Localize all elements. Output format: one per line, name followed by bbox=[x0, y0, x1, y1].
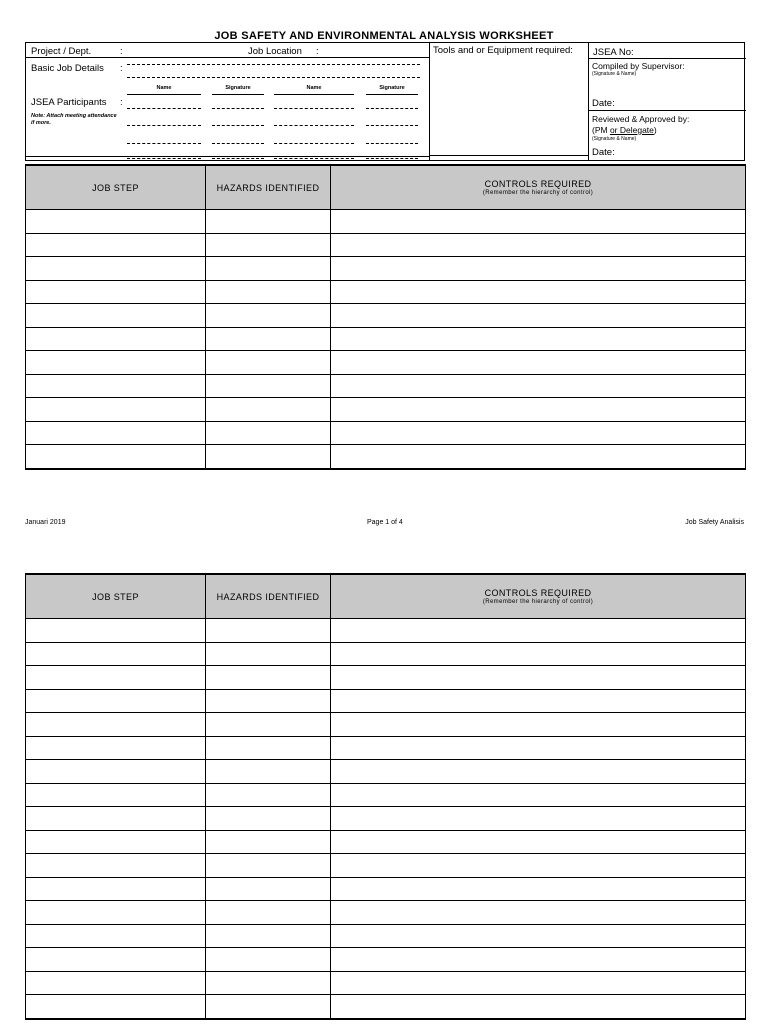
job-step-cell[interactable] bbox=[26, 971, 206, 995]
reviewed-pm bbox=[592, 125, 657, 135]
hazards-cell[interactable] bbox=[206, 783, 331, 807]
controls-cell[interactable] bbox=[331, 619, 746, 643]
divider bbox=[588, 43, 589, 160]
participant-name-field[interactable] bbox=[274, 125, 354, 126]
job-step-cell[interactable] bbox=[26, 689, 206, 713]
table-row bbox=[26, 901, 746, 925]
job-step-cell[interactable] bbox=[26, 995, 206, 1019]
colon: : bbox=[120, 97, 123, 108]
table-row bbox=[26, 280, 746, 304]
hazards-cell[interactable] bbox=[206, 619, 331, 643]
analysis-table bbox=[25, 164, 746, 470]
jsea-no-label: JSEA No: bbox=[593, 47, 634, 58]
colon: : bbox=[120, 63, 123, 74]
hazards-cell[interactable] bbox=[206, 421, 331, 445]
participant-signature-field[interactable] bbox=[212, 158, 264, 159]
hazards-cell[interactable] bbox=[206, 995, 331, 1019]
job-step-cell[interactable] bbox=[26, 327, 206, 351]
col-hazards: HAZARDS IDENTIFIED bbox=[206, 165, 331, 210]
divider bbox=[588, 58, 746, 59]
project-label: Project / Dept. bbox=[31, 46, 92, 57]
job-step-cell[interactable] bbox=[26, 948, 206, 972]
table-row bbox=[26, 689, 746, 713]
job-step-cell[interactable] bbox=[26, 351, 206, 375]
divider bbox=[588, 110, 746, 111]
controls-sub: (Remember the hierarchy of control) bbox=[482, 190, 594, 196]
participant-name-field[interactable] bbox=[274, 143, 354, 144]
job-step-cell[interactable] bbox=[26, 210, 206, 234]
hazards-cell[interactable] bbox=[206, 689, 331, 713]
controls-cell[interactable] bbox=[331, 642, 746, 666]
participant-name-field[interactable] bbox=[127, 125, 201, 126]
job-step-cell[interactable] bbox=[26, 713, 206, 737]
job-step-cell[interactable] bbox=[26, 233, 206, 257]
hazards-cell[interactable] bbox=[206, 642, 331, 666]
controls-cell[interactable] bbox=[331, 374, 746, 398]
controls-cell[interactable] bbox=[331, 995, 746, 1019]
job-step-cell[interactable] bbox=[26, 642, 206, 666]
controls-cell[interactable] bbox=[331, 971, 746, 995]
controls-cell[interactable] bbox=[331, 760, 746, 784]
controls-cell[interactable] bbox=[331, 783, 746, 807]
divider bbox=[26, 156, 429, 157]
table-row bbox=[26, 995, 746, 1019]
underline bbox=[212, 94, 264, 95]
hazards-cell[interactable] bbox=[206, 233, 331, 257]
hazards-cell[interactable] bbox=[206, 280, 331, 304]
job-step-cell[interactable] bbox=[26, 374, 206, 398]
table-row bbox=[26, 924, 746, 948]
table-row bbox=[26, 713, 746, 737]
table-row bbox=[26, 783, 746, 807]
participant-name-field[interactable] bbox=[274, 108, 354, 109]
job-step-cell[interactable] bbox=[26, 304, 206, 328]
table-row bbox=[26, 830, 746, 854]
participant-signature-field[interactable] bbox=[212, 125, 264, 126]
col-job-step: JOB STEP bbox=[26, 574, 206, 619]
underline bbox=[127, 94, 201, 95]
job-step-cell[interactable] bbox=[26, 830, 206, 854]
participant-signature-field[interactable] bbox=[212, 143, 264, 144]
participant-name-field[interactable] bbox=[127, 108, 201, 109]
compiled-sub: (Signature & Name) bbox=[592, 71, 637, 77]
participant-name-field[interactable] bbox=[274, 158, 354, 159]
page-title: JOB SAFETY AND ENVIRONMENTAL ANALYSIS WORKSHEET bbox=[214, 30, 554, 42]
hazards-cell[interactable] bbox=[206, 445, 331, 469]
col-name: Name bbox=[306, 85, 322, 91]
table-row bbox=[26, 233, 746, 257]
job-step-cell[interactable] bbox=[26, 445, 206, 469]
controls-cell[interactable] bbox=[331, 807, 746, 831]
controls-cell[interactable] bbox=[331, 280, 746, 304]
header-block bbox=[25, 42, 745, 161]
compiled-label: Compiled by Supervisor: bbox=[592, 61, 685, 71]
controls-cell[interactable] bbox=[331, 327, 746, 351]
controls-cell[interactable] bbox=[331, 445, 746, 469]
table-row bbox=[26, 642, 746, 666]
participant-signature-field[interactable] bbox=[366, 125, 418, 126]
table-row bbox=[26, 877, 746, 901]
table-row bbox=[26, 666, 746, 690]
controls-cell[interactable] bbox=[331, 924, 746, 948]
table-row bbox=[26, 854, 746, 878]
col-job-step: JOB STEP bbox=[26, 165, 206, 210]
hazards-cell[interactable] bbox=[206, 210, 331, 234]
table-row bbox=[26, 398, 746, 422]
col-signature: Signature bbox=[225, 85, 251, 91]
controls-title: CONTROLS REQUIRED bbox=[484, 179, 592, 189]
job-step-cell[interactable] bbox=[26, 877, 206, 901]
hazards-cell[interactable] bbox=[206, 666, 331, 690]
controls-sub: (Remember the hierarchy of control) bbox=[482, 599, 594, 605]
col-name: Name bbox=[156, 85, 172, 91]
tools-label: Tools and or Equipment required: bbox=[433, 45, 573, 56]
job-location-label: Job Location bbox=[248, 46, 302, 57]
participants-note: Note: Attach meeting attendance if more. bbox=[31, 113, 117, 126]
job-step-cell[interactable] bbox=[26, 257, 206, 281]
hazards-cell[interactable] bbox=[206, 971, 331, 995]
participant-signature-field[interactable] bbox=[366, 108, 418, 109]
participant-name-field[interactable] bbox=[127, 158, 201, 159]
colon: : bbox=[120, 46, 123, 57]
basic-job-field[interactable] bbox=[127, 77, 420, 78]
job-step-cell[interactable] bbox=[26, 901, 206, 925]
table-row bbox=[26, 760, 746, 784]
controls-title: CONTROLS REQUIRED bbox=[484, 588, 592, 598]
hazards-cell[interactable] bbox=[206, 760, 331, 784]
hazards-cell[interactable] bbox=[206, 948, 331, 972]
hazards-cell[interactable] bbox=[206, 713, 331, 737]
hazards-cell[interactable] bbox=[206, 398, 331, 422]
reviewed-pm-text: (PM bbox=[592, 125, 610, 135]
table-row bbox=[26, 736, 746, 760]
controls-cell[interactable] bbox=[331, 351, 746, 375]
table-row bbox=[26, 948, 746, 972]
table-row bbox=[26, 304, 746, 328]
participant-signature-field[interactable] bbox=[212, 108, 264, 109]
underline bbox=[366, 94, 418, 95]
table-row bbox=[26, 327, 746, 351]
divider bbox=[429, 155, 588, 156]
participants-label: JSEA Participants bbox=[31, 97, 107, 108]
controls-cell[interactable] bbox=[331, 304, 746, 328]
hazards-cell[interactable] bbox=[206, 830, 331, 854]
reviewed-or-text: or Delegate bbox=[609, 125, 654, 135]
controls-cell[interactable] bbox=[331, 948, 746, 972]
footer-page: Page 1 of 4 bbox=[367, 519, 403, 526]
colon: : bbox=[316, 46, 319, 57]
job-step-cell[interactable] bbox=[26, 280, 206, 304]
controls-cell[interactable] bbox=[331, 421, 746, 445]
analysis-table bbox=[25, 573, 746, 1020]
controls-cell[interactable] bbox=[331, 210, 746, 234]
job-step-cell[interactable] bbox=[26, 854, 206, 878]
reviewed-close-text: ) bbox=[653, 125, 657, 135]
col-hazards: HAZARDS IDENTIFIED bbox=[206, 574, 331, 619]
job-step-cell[interactable] bbox=[26, 421, 206, 445]
controls-cell[interactable] bbox=[331, 689, 746, 713]
table-row bbox=[26, 374, 746, 398]
basic-job-field[interactable] bbox=[127, 64, 420, 65]
controls-cell[interactable] bbox=[331, 666, 746, 690]
divider bbox=[429, 43, 430, 160]
hazards-cell[interactable] bbox=[206, 327, 331, 351]
table-row bbox=[26, 210, 746, 234]
footer-date: Januari 2019 bbox=[25, 519, 66, 526]
table-row bbox=[26, 971, 746, 995]
hazards-cell[interactable] bbox=[206, 351, 331, 375]
job-step-cell[interactable] bbox=[26, 783, 206, 807]
date2-label: Date: bbox=[592, 147, 615, 158]
participant-signature-field[interactable] bbox=[366, 143, 418, 144]
controls-cell[interactable] bbox=[331, 854, 746, 878]
job-step-cell[interactable] bbox=[26, 760, 206, 784]
controls-cell[interactable] bbox=[331, 257, 746, 281]
basic-job-label: Basic Job Details bbox=[31, 63, 104, 74]
table-row bbox=[26, 807, 746, 831]
table-row bbox=[26, 351, 746, 375]
col-controls bbox=[331, 574, 746, 619]
controls-cell[interactable] bbox=[331, 877, 746, 901]
table-row bbox=[26, 619, 746, 643]
date-label: Date: bbox=[592, 98, 615, 109]
hazards-cell[interactable] bbox=[206, 854, 331, 878]
job-step-cell[interactable] bbox=[26, 666, 206, 690]
table-row bbox=[26, 257, 746, 281]
hazards-cell[interactable] bbox=[206, 924, 331, 948]
participant-signature-field[interactable] bbox=[366, 158, 418, 159]
col-signature: Signature bbox=[379, 85, 405, 91]
controls-cell[interactable] bbox=[331, 830, 746, 854]
table-row bbox=[26, 421, 746, 445]
controls-cell[interactable] bbox=[331, 233, 746, 257]
job-step-cell[interactable] bbox=[26, 924, 206, 948]
divider bbox=[26, 57, 429, 58]
footer-doc: Job Safety Analisis bbox=[685, 519, 744, 526]
hazards-cell[interactable] bbox=[206, 901, 331, 925]
controls-cell[interactable] bbox=[331, 736, 746, 760]
job-step-cell[interactable] bbox=[26, 619, 206, 643]
col-controls bbox=[331, 165, 746, 210]
controls-cell[interactable] bbox=[331, 901, 746, 925]
participant-name-field[interactable] bbox=[127, 143, 201, 144]
controls-cell[interactable] bbox=[331, 398, 746, 422]
job-step-cell[interactable] bbox=[26, 736, 206, 760]
hazards-cell[interactable] bbox=[206, 257, 331, 281]
hazards-cell[interactable] bbox=[206, 374, 331, 398]
hazards-cell[interactable] bbox=[206, 304, 331, 328]
controls-cell[interactable] bbox=[331, 713, 746, 737]
table-row bbox=[26, 445, 746, 469]
underline bbox=[274, 94, 354, 95]
hazards-cell[interactable] bbox=[206, 877, 331, 901]
job-step-cell[interactable] bbox=[26, 807, 206, 831]
reviewed-label: Reviewed & Approved by: bbox=[592, 114, 690, 124]
job-step-cell[interactable] bbox=[26, 398, 206, 422]
hazards-cell[interactable] bbox=[206, 736, 331, 760]
reviewed-sub: (Signature & Name) bbox=[592, 136, 637, 142]
hazards-cell[interactable] bbox=[206, 807, 331, 831]
